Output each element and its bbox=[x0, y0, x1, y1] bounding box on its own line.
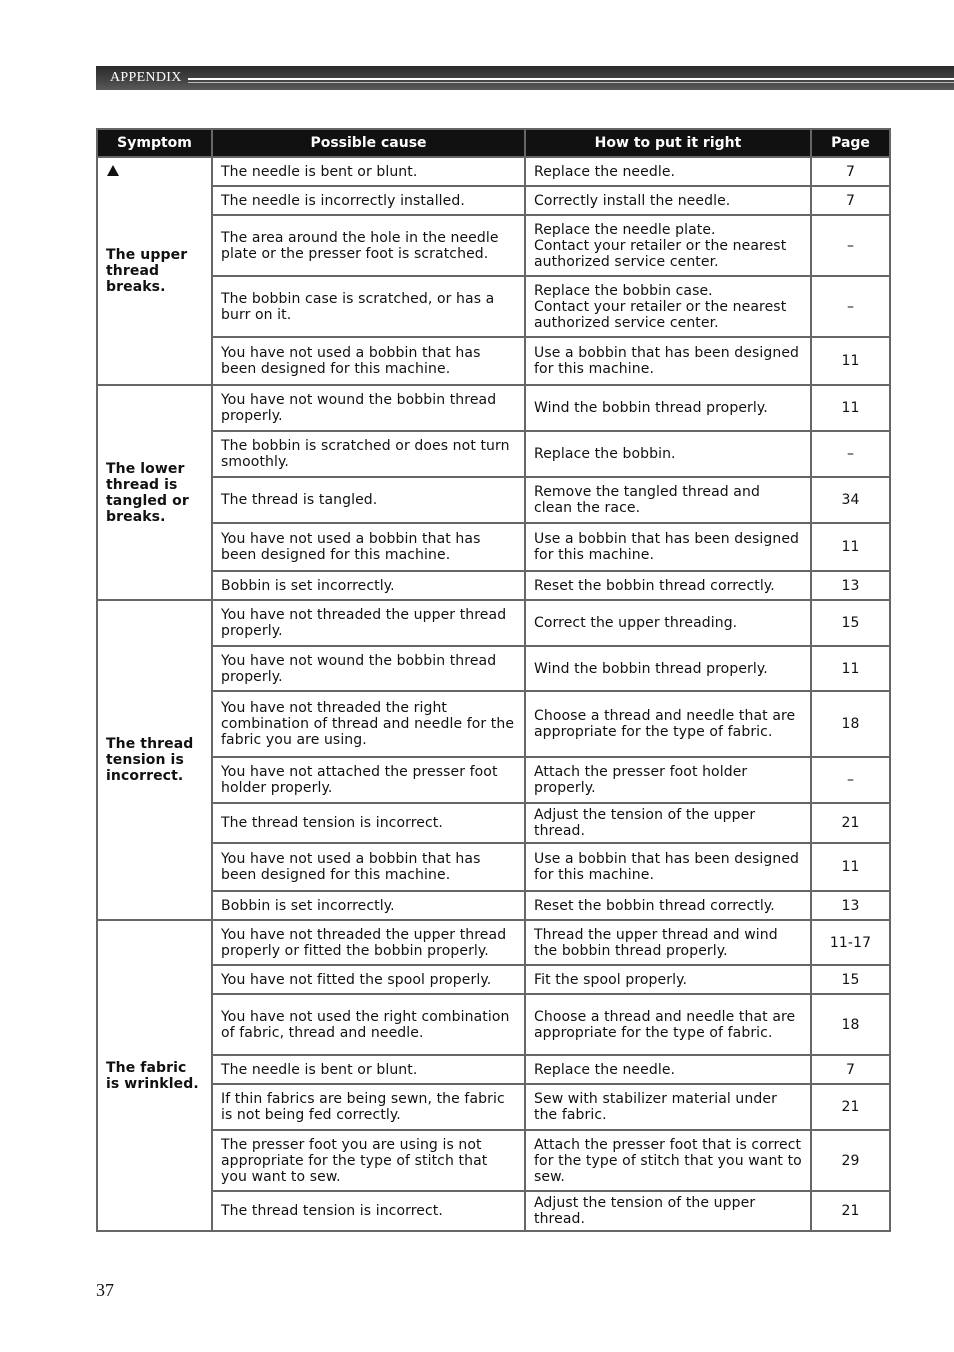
page-ref-cell: 15 bbox=[811, 965, 890, 994]
cause-cell: The thread is tangled. bbox=[212, 477, 525, 523]
table-row bbox=[97, 1084, 890, 1130]
cause-cell: You have not fitted the spool properly. bbox=[212, 965, 525, 994]
table-row bbox=[97, 337, 890, 385]
remedy-cell: Wind the bobbin thread properly. bbox=[525, 646, 811, 691]
table-body bbox=[97, 157, 890, 1231]
table-row bbox=[97, 920, 890, 965]
table-row bbox=[97, 385, 890, 431]
cause-cell: The presser foot you are using is not appropriate for the type of stitch that you want to sew. bbox=[212, 1130, 525, 1191]
page-ref-cell: 11 bbox=[811, 337, 890, 385]
cause-cell: You have not wound the bobbin thread properly. bbox=[212, 646, 525, 691]
symptom-cell: The thread tension is incorrect. bbox=[97, 600, 212, 920]
table-row bbox=[97, 646, 890, 691]
page-ref-cell: 7 bbox=[811, 186, 890, 215]
cause-cell: You have not attached the presser foot holder properly. bbox=[212, 757, 525, 803]
table-row bbox=[97, 757, 890, 803]
table-row bbox=[97, 276, 890, 337]
page-ref-cell: 13 bbox=[811, 571, 890, 600]
header-symptom: Symptom bbox=[97, 129, 212, 157]
cause-cell: The bobbin is scratched or does not turn smoothly. bbox=[212, 431, 525, 477]
page-ref-cell: 29 bbox=[811, 1130, 890, 1191]
table-row bbox=[97, 1191, 890, 1231]
section-label: APPENDIX bbox=[110, 70, 182, 85]
table-row bbox=[97, 477, 890, 523]
page-ref-cell: – bbox=[811, 276, 890, 337]
page-ref-cell: – bbox=[811, 757, 890, 803]
header-possible-cause: Possible cause bbox=[212, 129, 525, 157]
remedy-cell: Adjust the tension of the upper thread. bbox=[525, 803, 811, 843]
header-page: Page bbox=[811, 129, 890, 157]
page-ref-cell: 18 bbox=[811, 691, 890, 757]
page-ref-cell: 11 bbox=[811, 646, 890, 691]
page-ref-cell: 11 bbox=[811, 385, 890, 431]
table-row bbox=[97, 965, 890, 994]
cause-cell: The needle is incorrectly installed. bbox=[212, 186, 525, 215]
remedy-cell: Replace the bobbin. bbox=[525, 431, 811, 477]
remedy-cell: Use a bobbin that has been designed for this machine. bbox=[525, 523, 811, 571]
remedy-cell: Adjust the tension of the upper thread. bbox=[525, 1191, 811, 1231]
cause-cell: The needle is bent or blunt. bbox=[212, 157, 525, 186]
remedy-cell: Choose a thread and needle that are appropriate for the type of fabric. bbox=[525, 691, 811, 757]
cause-cell: You have not threaded the upper thread properly. bbox=[212, 600, 525, 646]
page-ref-cell: 15 bbox=[811, 600, 890, 646]
remedy-cell: Replace the needle plate. Contact your retailer or the nearest authorized service center. bbox=[525, 215, 811, 276]
remedy-cell: Remove the tangled thread and clean the race. bbox=[525, 477, 811, 523]
remedy-cell: Reset the bobbin thread correctly. bbox=[525, 891, 811, 920]
cause-cell: You have not wound the bobbin thread properly. bbox=[212, 385, 525, 431]
remedy-cell: Use a bobbin that has been designed for this machine. bbox=[525, 337, 811, 385]
page-ref-cell: – bbox=[811, 431, 890, 477]
cause-cell: The bobbin case is scratched, or has a burr on it. bbox=[212, 276, 525, 337]
table-row bbox=[97, 186, 890, 215]
cause-cell: Bobbin is set incorrectly. bbox=[212, 571, 525, 600]
remedy-cell: Choose a thread and needle that are appropriate for the type of fabric. bbox=[525, 994, 811, 1055]
remedy-cell: Replace the needle. bbox=[525, 1055, 811, 1084]
page-ref-cell: 13 bbox=[811, 891, 890, 920]
page-number: 37 bbox=[96, 1280, 114, 1300]
table-header-row bbox=[97, 129, 890, 157]
page-ref-cell: 21 bbox=[811, 1191, 890, 1231]
page-ref-cell: 34 bbox=[811, 477, 890, 523]
remedy-cell: Replace the needle. bbox=[525, 157, 811, 186]
symptom-cell: The fabric is wrinkled. bbox=[97, 920, 212, 1231]
remedy-cell: Wind the bobbin thread properly. bbox=[525, 385, 811, 431]
cause-cell: If thin fabrics are being sewn, the fabric is not being fed correctly. bbox=[212, 1084, 525, 1130]
remedy-cell: Attach the presser foot that is correct for the type of stitch that you want to sew. bbox=[525, 1130, 811, 1191]
page-ref-cell: 11-17 bbox=[811, 920, 890, 965]
table-row bbox=[97, 523, 890, 571]
page-ref-cell: 11 bbox=[811, 843, 890, 891]
cause-cell: You have not used a bobbin that has been designed for this machine. bbox=[212, 843, 525, 891]
page-ref-cell: 21 bbox=[811, 1084, 890, 1130]
page-ref-cell: – bbox=[811, 215, 890, 276]
troubleshooting-table bbox=[96, 128, 891, 1232]
header-remedy: How to put it right bbox=[525, 129, 811, 157]
warning-triangle-icon bbox=[107, 165, 119, 176]
remedy-cell: Correct the upper threading. bbox=[525, 600, 811, 646]
cause-cell: The thread tension is incorrect. bbox=[212, 1191, 525, 1231]
page-ref-cell: 7 bbox=[811, 1055, 890, 1084]
cause-cell: You have not threaded the upper thread properly or fitted the bobbin properly. bbox=[212, 920, 525, 965]
header-rule bbox=[188, 78, 954, 80]
remedy-cell: Use a bobbin that has been designed for this machine. bbox=[525, 843, 811, 891]
remedy-cell: Fit the spool properly. bbox=[525, 965, 811, 994]
cause-cell: The thread tension is incorrect. bbox=[212, 803, 525, 843]
table-row bbox=[97, 1055, 890, 1084]
symptom-cell: The upper thread breaks. bbox=[97, 157, 212, 385]
table-row bbox=[97, 994, 890, 1055]
table-row bbox=[97, 431, 890, 477]
table-row bbox=[97, 691, 890, 757]
page-ref-cell: 21 bbox=[811, 803, 890, 843]
cause-cell: Bobbin is set incorrectly. bbox=[212, 891, 525, 920]
table-row bbox=[97, 1130, 890, 1191]
symptom-cell: The lower thread is tangled or breaks. bbox=[97, 385, 212, 600]
cause-cell: The needle is bent or blunt. bbox=[212, 1055, 525, 1084]
remedy-cell: Reset the bobbin thread correctly. bbox=[525, 571, 811, 600]
page-ref-cell: 18 bbox=[811, 994, 890, 1055]
remedy-cell: Thread the upper thread and wind the bobbin thread properly. bbox=[525, 920, 811, 965]
page-ref-cell: 7 bbox=[811, 157, 890, 186]
cause-cell: You have not used a bobbin that has been designed for this machine. bbox=[212, 523, 525, 571]
cause-cell: You have not threaded the right combination of thread and needle for the fabric you are using. bbox=[212, 691, 525, 757]
table-row bbox=[97, 157, 890, 186]
header-rule-shadow bbox=[188, 82, 954, 83]
page-ref-cell: 11 bbox=[811, 523, 890, 571]
remedy-cell: Correctly install the needle. bbox=[525, 186, 811, 215]
table-row bbox=[97, 215, 890, 276]
remedy-cell: Replace the bobbin case. Contact your retailer or the nearest authorized service center. bbox=[525, 276, 811, 337]
table-row bbox=[97, 843, 890, 891]
cause-cell: The area around the hole in the needle plate or the presser foot is scratched. bbox=[212, 215, 525, 276]
cause-cell: You have not used the right combination of fabric, thread and needle. bbox=[212, 994, 525, 1055]
remedy-cell: Sew with stabilizer material under the fabric. bbox=[525, 1084, 811, 1130]
table-row bbox=[97, 571, 890, 600]
table-row bbox=[97, 891, 890, 920]
cause-cell: You have not used a bobbin that has been designed for this machine. bbox=[212, 337, 525, 385]
remedy-cell: Attach the presser foot holder properly. bbox=[525, 757, 811, 803]
table-row bbox=[97, 600, 890, 646]
table-row bbox=[97, 803, 890, 843]
